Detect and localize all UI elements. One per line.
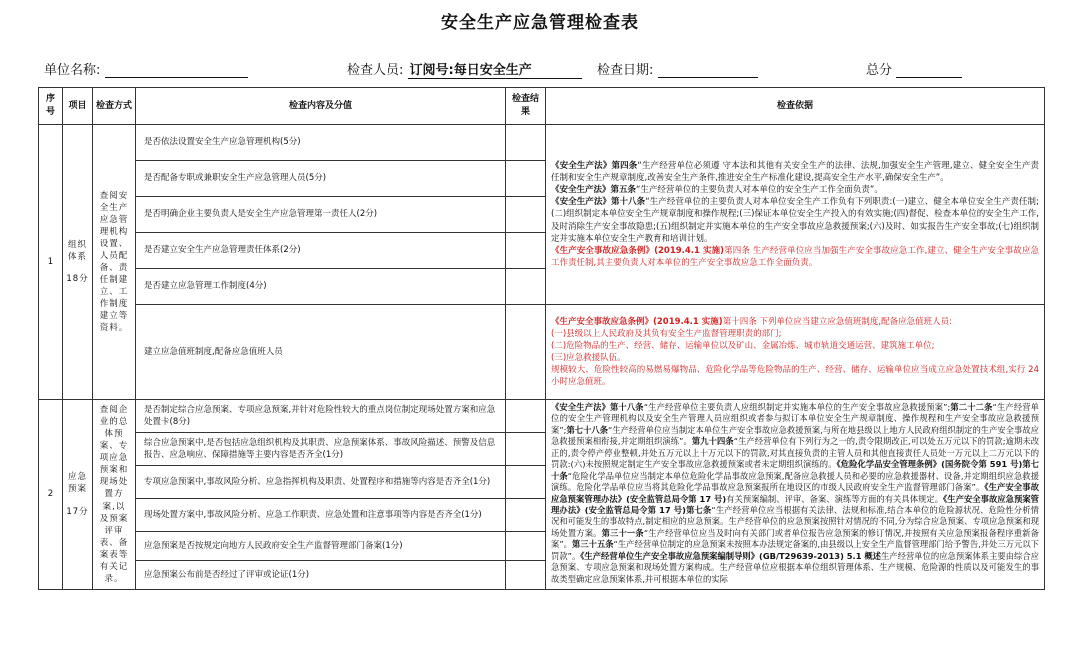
section-item-name: 应急预案 (67, 472, 87, 495)
basis-list-item: (一)县级以上人民政府及其负有安全生产监督管理职责的部门; (551, 328, 782, 339)
header-content: 检查内容及分值 (136, 88, 506, 125)
basis-law-title: 《生产安全事故应急预案管理办法》(安全监管总局令第 17 号) (551, 482, 1039, 504)
check-item: 是否制定综合应急预案、专项应急预案,并针对危险性较大的重点岗位制定现场处置方案和应急处置卡(8分) (136, 400, 506, 433)
header-no: 序号 (39, 88, 63, 125)
unit-label: 单位名称: (44, 63, 101, 78)
basis-text: “生产经营单位制定的应急预案未按照本办法规定备案的,由县级以上安全生产监督管理部门给予警告,并处三万元以下罚款”。 (551, 539, 1039, 561)
result-cell[interactable] (506, 269, 546, 305)
result-cell[interactable] (506, 233, 546, 269)
result-cell[interactable] (506, 561, 546, 590)
result-cell[interactable] (506, 433, 546, 466)
result-cell[interactable] (506, 305, 546, 400)
check-item: 是否明确企业主要负责人是安全生产应急管理第一责任人(2分) (136, 197, 506, 233)
date-field (597, 59, 758, 78)
result-cell[interactable] (506, 499, 546, 532)
section-item (63, 125, 93, 400)
table-row (39, 305, 1045, 400)
check-item: 应急预案公布前是否经过了评审或论证(1分) (136, 561, 506, 590)
inspector-label: 检查人员: (347, 63, 404, 78)
section-method: 查阅安全生产应急管理机构设置、人员配备、责任制建立、工作制度建立等资料。 (93, 125, 136, 400)
basis-text: “生产经营单位应当根据有关法律、法规和标准,结合本单位的危险源状况、危险性分析情况和可能发生的事故特点,制定相应的应急预案。生产经营单位的应急预案按照针对情况的不同,分为综合应急预案、专项应急预案和现场处置方案。 (551, 504, 1039, 538)
check-item: 专项应急预案中,事故风险分析、应急指挥机构及职责、处置程序和措施等内容是否齐全(1分) (136, 466, 506, 499)
page-title: 安全生产应急管理检查表 (441, 13, 639, 33)
unit-input-line[interactable] (105, 63, 248, 78)
basis-law-title: 第二十二条 (950, 402, 993, 412)
result-cell[interactable] (506, 161, 546, 197)
basis-law-title: 《安全生产法》第十八条 (551, 402, 644, 412)
basis-text: “生产经营单位主要负责人应组织制定并实施本单位的生产安全事故应急救援预案”; (643, 402, 951, 412)
inspector-value[interactable]: 订阅号:每日安全生产 (408, 59, 582, 79)
inspection-table (38, 87, 1045, 590)
score-label: 总分 (866, 63, 893, 78)
basis-cell (546, 305, 1045, 400)
basis-law-title: 《生产安全事故应急预案管理办法》(安全监管总局令第 17 号)第七条 (551, 493, 1039, 515)
score-field (866, 59, 962, 78)
result-cell[interactable] (506, 466, 546, 499)
section-item-score: 17分 (66, 506, 89, 517)
basis-law-title: 《安全生产法》第十八条 (551, 197, 646, 208)
check-item: 是否配备专职或兼职安全生产应急管理人员(5分) (136, 161, 506, 197)
basis-law-title: 《安全生产法》第五条 (551, 185, 637, 196)
check-item: 是否建立安全生产应急管理责任体系(2分) (136, 233, 506, 269)
basis-list-item: (二)危险物品的生产、经营、储存、运输单位以及矿山、金属冶炼、城市轨道交通运营、建筑施工单位; (551, 340, 935, 351)
result-cell[interactable] (506, 197, 546, 233)
basis-text: 规模较大、危险性较高的易燃易爆物品、危险化学品等危险物品的生产、经营、储存、运输单位应当成立应急处置技术组,实行 24 小时应急值班。 (551, 365, 1039, 388)
basis-text: 生产经营单位的应急预案体系主要由综合应急预案、专项应急预案和现场处置方案构成。生产经营单位应根据本单位组织管理体系、生产规模、危险源的性质以及可能发生的事故类型确定应急预案体系,并可根据本单位的实际 (551, 550, 1039, 584)
basis-law-title: 《生产安全事故应急条例》(2019.4.1 实施) (551, 245, 725, 256)
basis-cell (546, 400, 1045, 590)
basis-text: “生产经营单位的主要负责人对本单位的安全生产工作全面负责”。 (636, 185, 883, 196)
basis-law-title: 第三十一条 (601, 527, 644, 538)
date-input-line[interactable] (658, 63, 758, 78)
header-result: 检查结果 (506, 88, 546, 125)
basis-law-title: 《安全生产法》第四条 (551, 161, 638, 172)
basis-cell (546, 125, 1045, 305)
inspector-field (347, 59, 582, 79)
basis-text: “生产经营单位有下列行为之一的,责令限期改正,可以处五万元以下的罚款;逾期未改正的,责令停产停业整顿,并处五万元以上十万元以下的罚款,对其直接负责的主管人员和其他直接责任人员处一万元以上二万元以下的罚款:(六)未按照规定制定生产安全事故应急救援预案或者未定期组织演练的。 (551, 436, 1040, 470)
result-cell[interactable] (506, 125, 546, 161)
section-item-name: 组织体系 (67, 239, 87, 262)
result-cell[interactable] (506, 532, 546, 561)
header-basis: 检查依据 (546, 88, 1045, 125)
basis-law-title: 《危险化学品安全管理条例》(国务院令第 591 号)第七十条 (551, 459, 1039, 481)
basis-law-title: 第三十五条 (571, 539, 614, 550)
score-input-line[interactable] (896, 63, 962, 78)
check-item: 建立应急值班制度,配备应急值班人员 (136, 305, 506, 400)
table-row (39, 400, 1045, 433)
header-method: 检查方式 (93, 88, 136, 125)
section-method: 查阅企业的总体预案、专项应急预案和现场处置方案,以及预案评审表、备案表等有关记录。 (93, 400, 136, 590)
basis-text: “生产经营单位应当及时向有关部门或者单位报告应急预案的修订情况,并按照有关应急预案报备程序重新备案”。 (551, 527, 1039, 550)
section-item-score: 18分 (66, 274, 89, 285)
header-item: 项目 (63, 88, 93, 125)
header-row (39, 88, 1045, 125)
basis-text: “生产经营单位应当制定本单位生产安全事故应急救援预案,与所在地县级以上地方人民政府组织制定的生产安全事故应急救援预案相衔接,并定期组织演练”。 (551, 424, 1039, 447)
table-row (39, 125, 1045, 161)
result-cell[interactable] (506, 400, 546, 433)
check-item: 是否建立应急管理工作制度(4分) (136, 269, 506, 305)
section-no: 2 (39, 400, 63, 590)
section-item (63, 400, 93, 590)
basis-text: 有关预案编制、评审、备案、演练等方面的有关具体规定。 (726, 493, 944, 504)
basis-law-title: 第七十八条 (566, 424, 609, 435)
check-item: 应急预案是否按规定向地方人民政府安全生产监督管理部门备案(1分) (136, 532, 506, 561)
basis-law-title: 第九十四条 (691, 436, 734, 447)
basis-law-title: 《生产安全事故应急条例》(2019.4.1 实施) (551, 316, 723, 327)
section-no: 1 (39, 125, 63, 400)
basis-text: 第十四条 下列单位应当建立应急值班制度,配备应急值班人员: (722, 316, 952, 327)
date-label: 检查日期: (597, 63, 654, 78)
unit-field (44, 59, 248, 78)
basis-text: “生产经营单位的安全生产管理机构以及安全生产管理人员应组织或者参与拟订本单位安全生产规章制度、操作规程和生产安全事故应急救援预案”; (551, 402, 1039, 435)
basis-text: “危险化学品单位应当制定本单位危险化学品事故应急预案,配备应急救援人员和必要的应急救援器材、设备,并定期组织应急救援演练。危险化学品单位应当将其危险化学品事故应急预案报所在地设区的市级人民政府安全生产监督管理部门备案”。 (551, 470, 1039, 493)
basis-text: “生产经营单位的主要负责人对本单位安全生产工作负有下列职责:(一)建立、健全本单位安全生产责任制;(二)组织制定本单位安全生产规章制度和操作规程;(三)保证本单位安全生产投入的有效实施;(四)督促、检查本单位的安全生产工作,及时消除生产安全事故隐患;(五)组织制定并实施本单位的生产安全事故应急救援预案;(六)及时、如实报告生产安全事故;(七)组织制定并实施本单位安全生产教育和培训计划。 (551, 197, 1039, 244)
check-item: 是否依法设置安全生产应急管理机构(5分) (136, 125, 506, 161)
basis-list-item: (三)应急救援队伍。 (551, 353, 626, 363)
check-item: 综合应急预案中,是否包括应急组织机构及其职责、应急预案体系、事故风险描述、预警及信息报告、应急响应、保障措施等主要内容是否齐全(1分) (136, 433, 506, 466)
basis-text: “生产经营单位必须遵 守本法和其他有关安全生产的法律、法规,加强安全生产管理,建立、健全安全生产责任制和安全生产规章制度,改善安全生产条件,推进安全生产标准化建设,提高安全生产水平,确保安全生产”。 (551, 161, 1039, 184)
basis-text: 第四条 生产经营单位应当加强生产安全事故应急工作,建立、健全生产安全事故应急工作责任制,其主要负责人对本单位的生产安全事故应急工作全面负责。 (551, 245, 1039, 268)
basis-law-title: 《生产经营单位生产安全事故应急预案编制导则》(GB/T29639-2013) 5.1 概述 (580, 550, 881, 561)
check-item: 现场处置方案中,事故风险分析、应急工作职责、应急处置和注意事项等内容是否齐全(1分) (136, 499, 506, 532)
